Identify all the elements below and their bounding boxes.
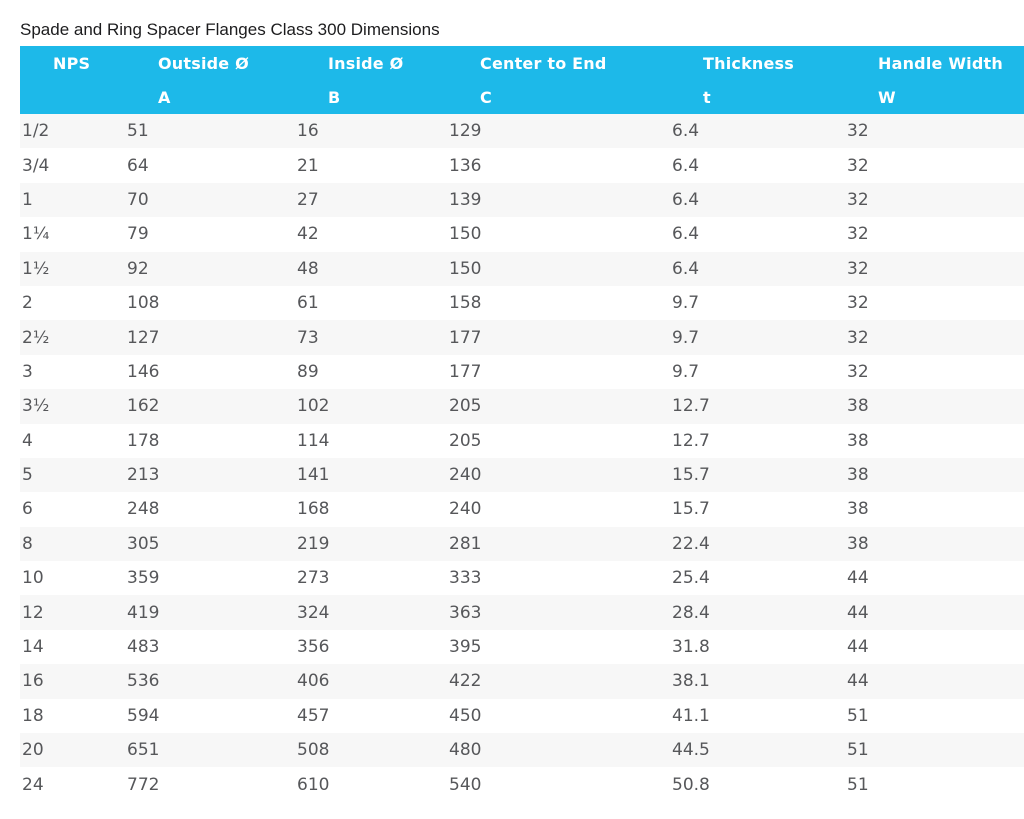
table-cell: 38.1 [672,671,710,692]
table-row [20,767,1024,801]
col-symbol-c: C [447,80,670,114]
table-cell: 333 [449,568,482,589]
table-cell: 240 [449,499,482,520]
table-row [20,424,1024,458]
table-cell: 1½ [22,258,50,279]
table-cell: 102 [297,396,330,417]
table-cell: 61 [297,293,319,314]
table-cell: 150 [449,258,482,279]
table-cell: 450 [449,705,482,726]
table-row [20,492,1024,526]
table-cell: 6.4 [672,258,700,279]
table-row [20,217,1024,251]
table-cell: 38 [847,465,869,486]
table-cell: 32 [847,121,869,142]
table-cell: 27 [297,189,319,210]
table-cell: 32 [847,224,869,245]
table-cell: 44 [847,637,869,658]
table-cell: 610 [297,774,330,795]
table-cell: 32 [847,155,869,176]
table-cell: 44 [847,602,869,623]
table-row [20,458,1024,492]
table-cell: 38 [847,499,869,520]
table-cell: 651 [127,740,160,761]
table-cell: 92 [127,258,149,279]
table-cell: 141 [297,465,330,486]
table-row [20,183,1024,217]
table-cell: 32 [847,361,869,382]
table-cell: 146 [127,361,160,382]
table-cell: 44 [847,568,869,589]
table-row [20,527,1024,561]
table-cell: 363 [449,602,482,623]
table-row [20,320,1024,354]
table-cell: 25.4 [672,568,710,589]
table-cell: 281 [449,533,482,554]
page-title: Spade and Ring Spacer Flanges Class 300 Dimensions [20,20,440,39]
table-cell: 2 [22,293,33,314]
table-cell: 32 [847,327,869,348]
table-cell: 51 [847,705,869,726]
col-symbol-blank [20,80,125,114]
table-cell: 508 [297,740,330,761]
table-cell: 31.8 [672,637,710,658]
table-cell: 3½ [22,396,50,417]
col-header-inside: Inside Ø [295,46,447,80]
table-cell: 16 [297,121,319,142]
col-symbol-t: t [670,80,845,114]
table-row [20,664,1024,698]
table-cell: 178 [127,430,160,451]
table-cell: 42 [297,224,319,245]
table-cell: 480 [449,740,482,761]
table-cell: 162 [127,396,160,417]
table-cell: 64 [127,155,149,176]
table-row [20,148,1024,182]
table-cell: 395 [449,637,482,658]
table-cell: 38 [847,396,869,417]
table-cell: 359 [127,568,160,589]
table-cell: 205 [449,430,482,451]
table-cell: 1 [22,189,33,210]
table-cell: 79 [127,224,149,245]
table-row [20,699,1024,733]
col-header-handle-width: Handle Width [845,46,1024,80]
col-header-thickness: Thickness [670,46,845,80]
table-cell: 14 [22,637,44,658]
table-cell: 139 [449,189,482,210]
table-cell: 16 [22,671,44,692]
table-cell: 540 [449,774,482,795]
table-cell: 158 [449,293,482,314]
header-label-row [20,46,1024,80]
table-cell: 248 [127,499,160,520]
table-cell: 12 [22,602,44,623]
table-cell: 32 [847,293,869,314]
table-cell: 177 [449,327,482,348]
table-cell: 51 [847,740,869,761]
table-cell: 772 [127,774,160,795]
col-symbol-a: A [125,80,295,114]
table-header [20,46,1024,114]
table-cell: 8 [22,533,33,554]
table-cell: 136 [449,155,482,176]
table-cell: 38 [847,430,869,451]
table-row [20,252,1024,286]
table-cell: 18 [22,705,44,726]
table-cell: 38 [847,533,869,554]
table-cell: 12.7 [672,430,710,451]
table-cell: 356 [297,637,330,658]
table-cell: 41.1 [672,705,710,726]
table-cell: 422 [449,671,482,692]
table-cell: 21 [297,155,319,176]
table-cell: 594 [127,705,160,726]
table-row [20,733,1024,767]
table-cell: 168 [297,499,330,520]
table-cell: 177 [449,361,482,382]
table-cell: 73 [297,327,319,348]
table-row [20,561,1024,595]
table-cell: 240 [449,465,482,486]
dimensions-table [20,46,1024,802]
col-symbol-w: W [845,80,1024,114]
table-cell: 51 [847,774,869,795]
table-cell: 4 [22,430,33,451]
table-cell: 536 [127,671,160,692]
table-cell: 3 [22,361,33,382]
table-cell: 24 [22,774,44,795]
table-cell: 483 [127,637,160,658]
table-cell: 213 [127,465,160,486]
table-row [20,114,1024,148]
table-cell: 1¼ [22,224,50,245]
table-cell: 150 [449,224,482,245]
col-header-outside: Outside Ø [125,46,295,80]
table-cell: 6 [22,499,33,520]
table-cell: 6.4 [672,189,700,210]
table-cell: 127 [127,327,160,348]
table-cell: 5 [22,465,33,486]
table-cell: 3/4 [22,155,50,176]
table-cell: 9.7 [672,361,700,382]
header-symbol-row [20,80,1024,114]
col-symbol-b: B [295,80,447,114]
table-cell: 70 [127,189,149,210]
table-cell: 12.7 [672,396,710,417]
table-cell: 108 [127,293,160,314]
table-cell: 15.7 [672,465,710,486]
table-cell: 6.4 [672,224,700,245]
table-row [20,595,1024,629]
col-header-nps: NPS [20,46,125,80]
table-cell: 457 [297,705,330,726]
table-cell: 44.5 [672,740,710,761]
table-cell: 419 [127,602,160,623]
table-cell: 406 [297,671,330,692]
table-cell: 22.4 [672,533,710,554]
table-cell: 6.4 [672,121,700,142]
table-body [20,114,1024,802]
table-cell: 10 [22,568,44,589]
table-cell: 219 [297,533,330,554]
table-cell: 6.4 [672,155,700,176]
table-cell: 51 [127,121,149,142]
table-cell: 32 [847,258,869,279]
table-cell: 44 [847,671,869,692]
table-row [20,630,1024,664]
table-cell: 89 [297,361,319,382]
table-cell: 324 [297,602,330,623]
table-cell: 9.7 [672,327,700,348]
table-cell: 205 [449,396,482,417]
table-cell: 32 [847,189,869,210]
table-row [20,286,1024,320]
table-cell: 28.4 [672,602,710,623]
col-header-center-to-end: Center to End [447,46,670,80]
table-cell: 2½ [22,327,50,348]
table-cell: 20 [22,740,44,761]
table-cell: 305 [127,533,160,554]
table-cell: 50.8 [672,774,710,795]
table-row [20,389,1024,423]
table-cell: 9.7 [672,293,700,314]
table-cell: 15.7 [672,499,710,520]
table-cell: 1/2 [22,121,50,142]
table-cell: 273 [297,568,330,589]
table-cell: 48 [297,258,319,279]
table-cell: 114 [297,430,330,451]
table-cell: 129 [449,121,482,142]
table-row [20,355,1024,389]
